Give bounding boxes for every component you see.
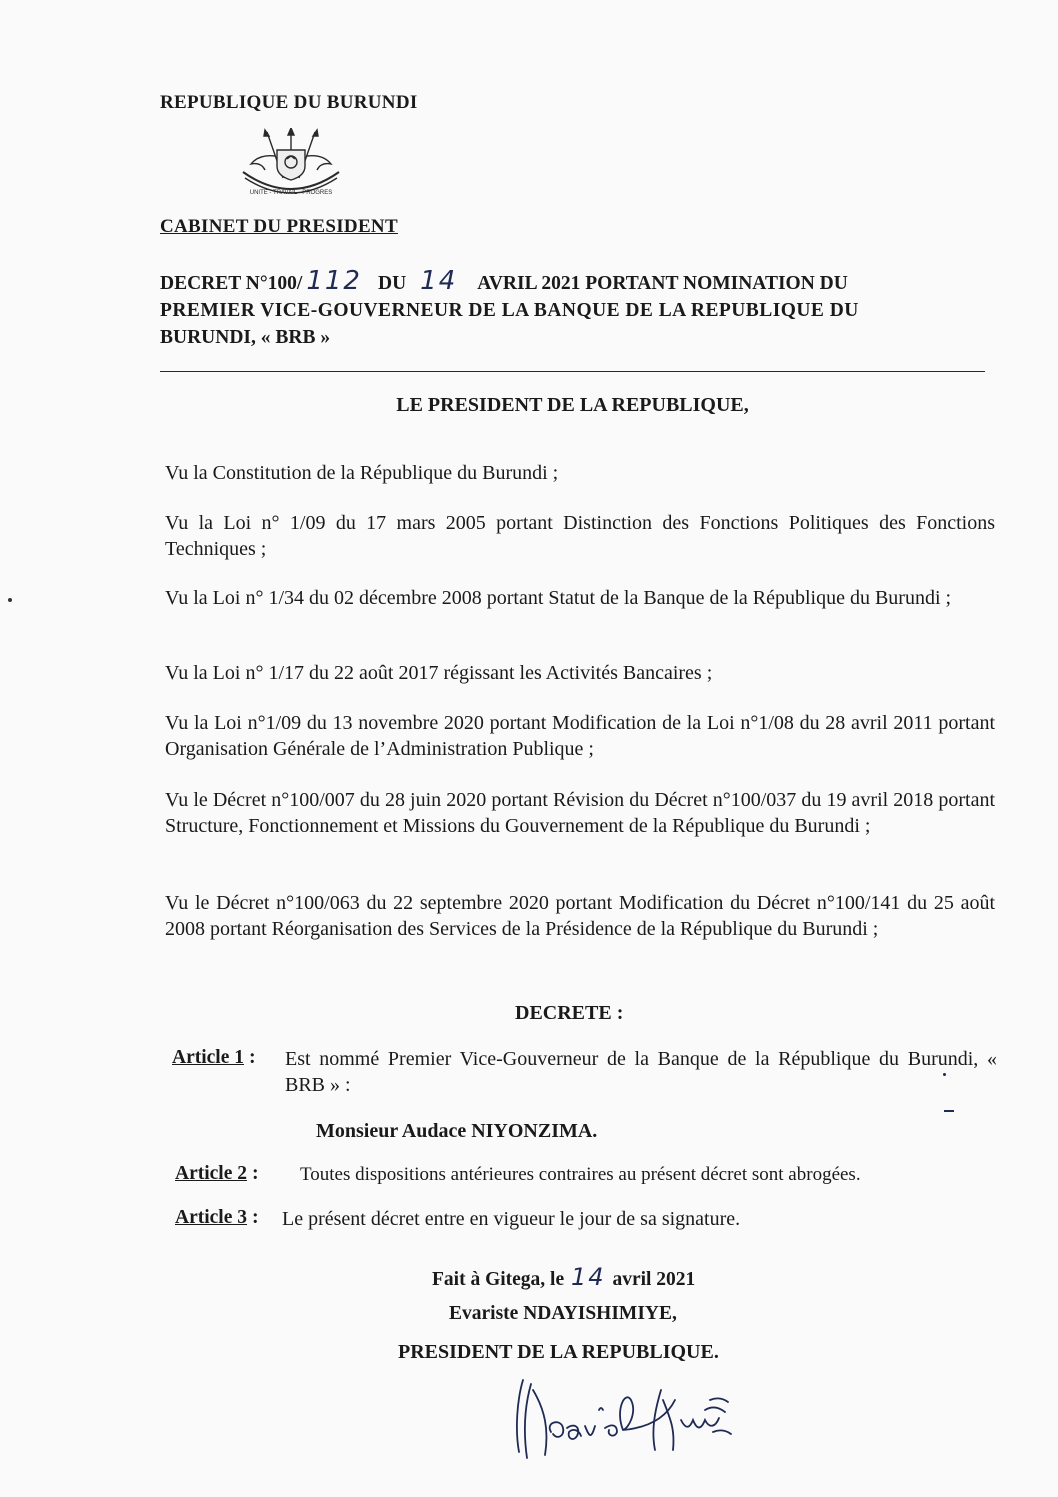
- article-1-colon: :: [249, 1046, 256, 1068]
- signature-day-handwritten: 14: [571, 1263, 606, 1291]
- title-line1-rest: AVRIL 2021 PORTANT NOMINATION DU: [477, 273, 848, 294]
- handwritten-signature: [505, 1370, 765, 1465]
- cabinet-header: CABINET DU PRESIDENT: [160, 216, 398, 237]
- article-2-text: Toutes dispositions antérieures contraires au présent décret sont abrogées.: [300, 1164, 861, 1185]
- title-line3: BURUNDI, « BRB »: [160, 327, 331, 348]
- article-2-label-group: [175, 1162, 259, 1185]
- article-1-label: Article 1: [172, 1047, 245, 1068]
- article-2-label: Article 2: [175, 1163, 248, 1184]
- signatory-title: PRESIDENT DE LA REPUBLIQUE.: [398, 1341, 719, 1363]
- decree-title: [160, 268, 985, 351]
- article-2-colon: :: [252, 1162, 259, 1184]
- decree-number-handwritten: 112: [306, 266, 362, 296]
- visa-2: Vu la Loi n° 1/09 du 17 mars 2005 portant Distinction des Fonctions Politiques des Fonctions Techniques ;: [165, 512, 995, 560]
- article-1-label-group: [172, 1046, 256, 1069]
- scan-speck: [8, 598, 12, 602]
- visa-1: Vu la Constitution de la République du Burundi ;: [165, 462, 559, 484]
- signatory-name: Evariste NDAYISHIMIYE,: [449, 1303, 677, 1324]
- visa-5: Vu la Loi n°1/09 du 13 novembre 2020 portant Modification de la Loi n°1/08 du 28 avril 2011 portant Organisation Générale de l’Administration Publique ;: [165, 712, 995, 760]
- article-3-label-group: [175, 1206, 259, 1229]
- scan-speck: [944, 1110, 954, 1112]
- visa-7: Vu le Décret n°100/063 du 22 septembre 2020 portant Modification du Décret n°100/141 du 25 août 2008 portant Réorganisation des Services de la Présidence de la République du Burundi ;: [165, 892, 995, 940]
- title-line2: PREMIER VICE-GOUVERNEUR DE LA BANQUE DE LA REPUBLIQUE DU: [160, 300, 859, 321]
- visa-6: Vu le Décret n°100/007 du 28 juin 2020 portant Révision du Décret n°100/037 du 19 avril 2018 portant Structure, Fonctionnement et Missions du Gouvernement de la République du Burundi ;: [165, 789, 995, 837]
- visa-4: Vu la Loi n° 1/17 du 22 août 2017 régissant les Activités Bancaires ;: [165, 662, 713, 684]
- coat-of-arms-motto: UNITE - TRAVAIL - PROGRES: [249, 190, 333, 196]
- coat-of-arms-emblem: [235, 128, 347, 202]
- country-header: REPUBLIQUE DU BURUNDI: [160, 92, 418, 113]
- title-separator: [160, 371, 985, 372]
- article-3-label: Article 3: [175, 1207, 248, 1228]
- decrete-heading: DECRETE :: [515, 1002, 624, 1024]
- preamble-heading: LE PRESIDENT DE LA REPUBLIQUE,: [396, 394, 749, 416]
- article-3-colon: :: [252, 1206, 259, 1228]
- place-date-line: [432, 1263, 695, 1291]
- article-1-appointee: Monsieur Audace NIYONZIMA.: [316, 1120, 598, 1142]
- article-1-text: Est nommé Premier Vice-Gouverneur de la Banque de la République du Burundi, « BRB » :: [285, 1048, 997, 1096]
- title-prefix: DECRET N°100/: [160, 273, 303, 294]
- visa-3: Vu la Loi n° 1/34 du 02 décembre 2008 portant Statut de la Banque de la République du Burundi ;: [165, 587, 952, 609]
- scan-speck: [943, 1073, 946, 1076]
- place-date-month-year: avril 2021: [612, 1269, 696, 1290]
- title-du: DU: [377, 273, 407, 294]
- article-3-text: Le présent décret entre en vigueur le jour de sa signature.: [282, 1208, 741, 1230]
- decree-day-handwritten: 14: [420, 266, 458, 296]
- place-date-prefix: Fait à Gitega, le: [432, 1269, 565, 1290]
